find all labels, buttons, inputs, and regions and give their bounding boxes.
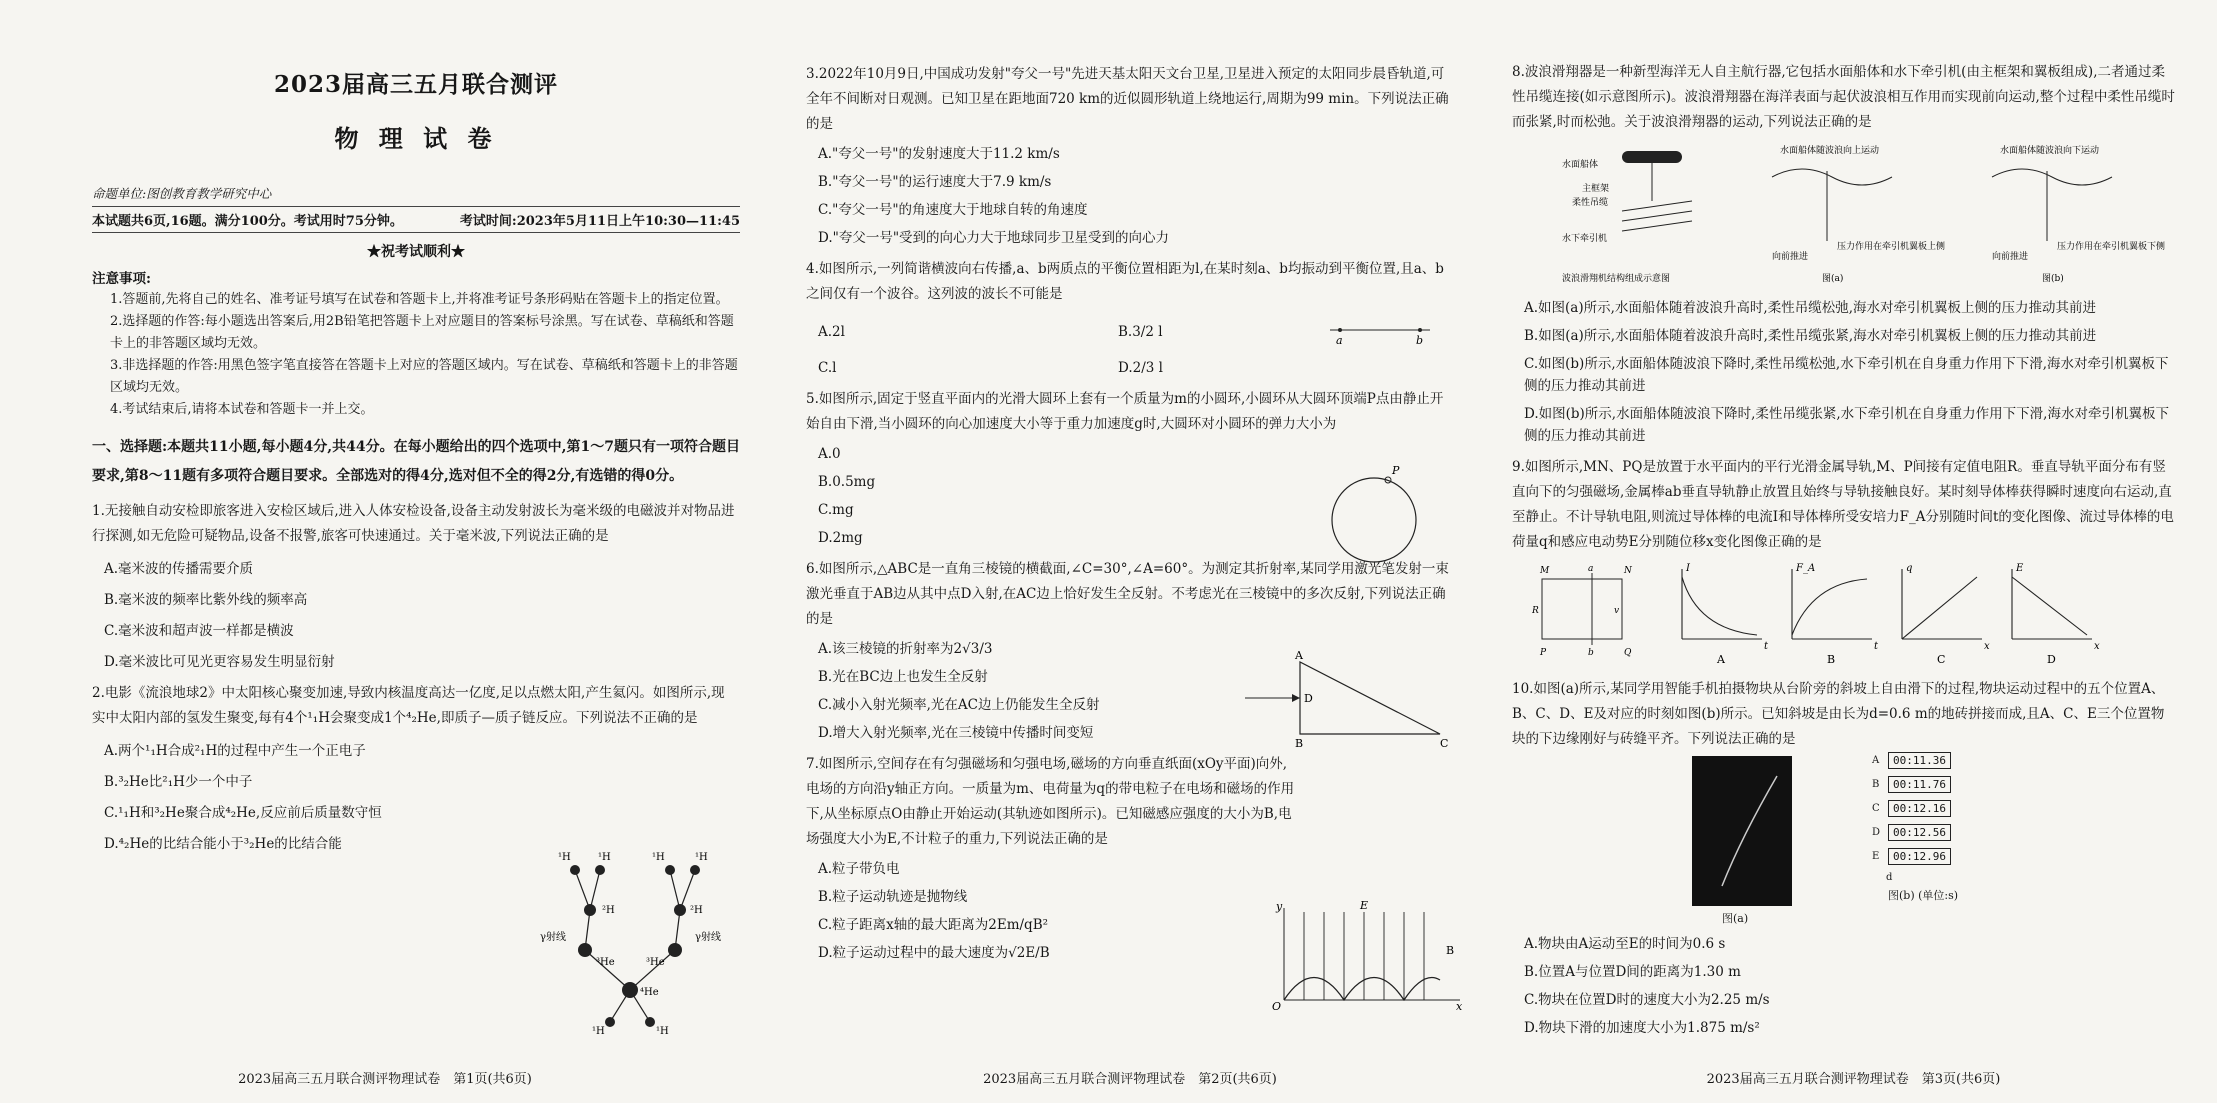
axis-label: t xyxy=(1764,641,1769,652)
fig-label: ³He xyxy=(596,957,615,968)
q4-option-a: A.2l xyxy=(818,324,845,340)
circuit-label: R xyxy=(1532,606,1539,616)
wave-ab-figure xyxy=(1320,322,1440,346)
q3-option-a: A."夸父一号"的发射速度大于11.2 km/s xyxy=(818,146,1060,162)
fig-label: 水面船体随波浪向下运动 xyxy=(2000,146,2100,156)
exam-info xyxy=(92,206,740,233)
q10-option-c: C.物块在位置D时的速度大小为2.25 m/s xyxy=(1524,992,1770,1008)
origin-label: O xyxy=(1272,1000,1282,1012)
unit-label: (单位:s) xyxy=(1918,889,1959,902)
axis-label: E xyxy=(2016,563,2024,574)
q6-option-d: D.增大入射光频率,光在三棱镜中传播时间变短 xyxy=(818,725,1094,741)
note-item: 3.非选择题的作答:用黑色签字笔直接答在答题卡上对应的答题区域内。写在试卷、草稿纸和答题卡上的非答题区域均无效。 xyxy=(110,358,738,395)
fig-label: ³He xyxy=(646,957,665,968)
fig-label: ¹H xyxy=(592,1026,605,1035)
vertex-label: A xyxy=(1295,650,1303,662)
fig-label: γ射线 xyxy=(695,932,721,943)
q6-option-b: B.光在BC边上也发生全反射 xyxy=(818,669,988,685)
q7-option-b: B.粒子运动轨迹是抛物线 xyxy=(818,889,968,905)
q2-option-d: D.⁴₂He的比结合能小于³₂He的比结合能 xyxy=(104,836,342,852)
exam-info-left: 本试题共6页,16题。满分100分。考试用时75分钟。 xyxy=(92,214,403,229)
question-5-stem: 5.如图所示,固定于竖直平面内的光滑大圆环上套有一个质量为m的小圆环,小圆环从大圆环顶端P点由静止开始自由下滑,当小圆环的向心加速度大小等于重力加速度g时,大圆环对小圆环的弹力大小为 xyxy=(806,391,1444,432)
prism-figure xyxy=(1240,650,1460,750)
exam-page-2 xyxy=(770,0,1490,1103)
axis-label-x: x xyxy=(1456,1000,1463,1012)
graph-option-label: B xyxy=(1827,653,1836,666)
fig-label: ¹H xyxy=(656,1026,669,1035)
axis-label: t xyxy=(1874,641,1879,652)
vertex-label: C xyxy=(1440,737,1449,750)
fig-label: ¹H xyxy=(598,852,611,863)
q8-option-a: A.如图(a)所示,水面船体随着波浪升高时,柔性吊缆松弛,海水对牵引机翼板上侧的压力推动其前进 xyxy=(1524,300,2096,316)
question-7-stem: 7.如图所示,空间存在有匀强磁场和匀强电场,磁场的方向垂直纸面(xOy平面)向外,电场的方向沿y轴正方向。一质量为m、电荷量为q的带电粒子在电场和磁场的作用下,从坐标原点O由静止开始运动(其轨迹如图所示)。已知磁感应强度的大小为B,电场强度大小为E,不计粒子的重力,下列说法正确的是 xyxy=(806,756,1295,847)
q1-option-b: B.毫米波的频率比紫外线的频率高 xyxy=(104,592,308,608)
graph-option-label: C xyxy=(1937,653,1946,666)
axis-label: q xyxy=(1906,563,1913,574)
question-8-stem: 8.波浪滑翔器是一种新型海洋无人自主航行器,它包括水面船体和水下牵引机(由主框架和翼板组成),二者通过柔性吊缆连接(如示意图所示)。波浪滑翔器在海洋表面与起伏波浪相互作用而实现前向运动,整个过程中柔性吊缆时而张紧,时而松弛。关于波浪滑翔器的运动,下列说法正确的是 xyxy=(1512,64,2175,130)
q9-figures xyxy=(1532,559,2172,669)
fig-label: 水面船体随波浪向上运动 xyxy=(1780,146,1880,156)
blessing: ★祝考试顺利★ xyxy=(367,244,465,260)
section-heading: 一、选择题:本题共11小题,每小题4分,共44分。在每小题给出的四个选项中,第1～7题只有一项符合题目要求,第8～11题有多项符合题目要求。全部选对的得4分,选对但不全的得2分,有选错的得0分。 xyxy=(92,439,740,484)
fig-caption: 图(a) xyxy=(1822,274,1844,284)
q10-option-d: D.物块下滑的加速度大小为1.875 m/s² xyxy=(1524,1020,1760,1036)
fig-label: ¹H xyxy=(558,852,571,863)
fig-caption: 波浪滑翔机结构组成示意图 xyxy=(1562,274,1671,284)
exam-page-1 xyxy=(0,0,770,1103)
page-footer: 2023届高三五月联合测评物理试卷 第1页(共6页) xyxy=(238,1072,532,1087)
q1-option-d: D.毫米波比可见光更容易发生明显衍射 xyxy=(104,654,335,670)
vertex-label: D xyxy=(1304,692,1313,705)
q5-option-a: A.0 xyxy=(818,446,841,462)
q3-option-b: B."夸父一号"的运行速度大于7.9 km/s xyxy=(818,174,1052,190)
fig-label: 向前推进 xyxy=(1992,252,2029,262)
question-6-stem: 6.如图所示,△ABC是一直角三棱镜的横截面,∠C=30°,∠A=60°。为测定其折射率,某同学用激光笔发射一束激光垂直于AB边从其中点D入射,在AC边上恰好发生全反射。不考虑光在三棱镜中的多次反射,下列说法正确的是 xyxy=(806,561,1449,627)
q7-option-a: A.粒子带负电 xyxy=(818,861,900,877)
em-field-figure xyxy=(1270,900,1470,1012)
q2-option-a: A.两个¹₁H合成²₁H的过程中产生一个正电子 xyxy=(104,743,366,759)
fig-label: γ射线 xyxy=(540,932,566,943)
exam-title: 2023届高三五月联合测评 xyxy=(273,71,558,98)
q10-figures xyxy=(1512,752,2177,927)
graph-option-label: A xyxy=(1717,653,1725,666)
fig-caption: 图(b) xyxy=(2042,274,2064,284)
q3-option-d: D."夸父一号"受到的向心力大于地球同步卫星受到的向心力 xyxy=(818,230,1170,246)
point-label-a: a xyxy=(1336,334,1343,346)
q8-option-d: D.如图(b)所示,水面船体随波浪下降时,柔性吊缆张紧,水下牵引机在自身重力作用下下滑,海水对牵引机翼板下侧的压力推动其前进 xyxy=(1524,406,2169,444)
q5-option-c: C.mg xyxy=(818,502,854,518)
q10-option-a: A.物块由A运动至E的时间为0.6 s xyxy=(1524,936,1726,952)
axis-label: x xyxy=(2094,641,2100,652)
q7-option-d: D.粒子运动过程中的最大速度为√2E/B xyxy=(818,945,1050,961)
circuit-label: b xyxy=(1588,648,1594,658)
circuit-label: N xyxy=(1624,566,1632,576)
fig-label: ⁴He xyxy=(640,987,659,998)
photo-figure-a xyxy=(1692,756,1792,906)
page-footer: 2023届高三五月联合测评物理试卷 第3页(共6页) xyxy=(1706,1072,2001,1087)
field-label-b: B xyxy=(1446,944,1455,957)
page-footer: 2023届高三五月联合测评物理试卷 第2页(共6页) xyxy=(983,1072,1277,1087)
circuit-label: M xyxy=(1540,566,1550,576)
fig-a-caption: 图(a) xyxy=(1722,912,1749,925)
fig-label: 向前推进 xyxy=(1772,252,1809,262)
note-item: 4.考试结束后,请将本试卷和答题卡一并上交。 xyxy=(110,402,374,417)
fig-label: ¹H xyxy=(695,852,708,863)
fig-label: 水下牵引机 xyxy=(1562,234,1608,244)
circuit-label: v xyxy=(1614,606,1620,616)
notes-title: 注意事项: xyxy=(92,271,151,287)
fig-label: ¹H xyxy=(652,852,665,863)
field-label-e: E xyxy=(1360,900,1369,912)
fig-label: ²H xyxy=(690,905,703,916)
exam-subject: 物 理 试 卷 xyxy=(334,124,498,153)
vertex-label: B xyxy=(1295,737,1304,750)
question-10-stem: 10.如图(a)所示,某同学用智能手机拍摄物块从台阶旁的斜坡上自由滑下的过程,物块运动过程中的五个位置A、B、C、D、E及对应的时刻如图(b)所示。已知斜坡是由长为d=0.6 m的地砖拼接而成,且A、C、E三个位置物块的下边缘刚好与砖缝平齐。下列说法正确的是 xyxy=(1512,681,2165,747)
question-1-stem: 1.无接触自动安检即旅客进入安检区域后,进入人体安检设备,设备主动发射波长为毫米级的电磁波并对物品进行探测,如无危险可疑物品,设备不报警,旅客可快速通过。关于毫米波,下列说法正确的是 xyxy=(92,503,735,544)
circuit-label: a xyxy=(1588,564,1594,574)
q5-option-b: B.0.5mg xyxy=(818,474,876,490)
fig-label: 水面船体 xyxy=(1562,160,1599,170)
q7-option-c: C.粒子距离x轴的最大距离为2Em/qB² xyxy=(818,917,1049,933)
question-2-stem: 2.电影《流浪地球2》中太阳核心聚变加速,导致内核温度高达一亿度,足以点燃太阳,产生氦闪。如图所示,现实中太阳内部的氢发生聚变,每有4个¹₁H会聚变成1个⁴₂He,即质子—质子链反应。下列说法不正确的是 xyxy=(92,685,725,726)
exam-source: 命题单位:图创教育教学研究中心 xyxy=(92,186,272,201)
q3-option-c: C."夸父一号"的角速度大于地球自转的角速度 xyxy=(818,202,1088,218)
axis-label-y: y xyxy=(1276,900,1283,913)
fig-label: 柔性吊缆 xyxy=(1572,198,1609,208)
exam-info-right: 考试时间:2023年5月11日上午10:30—11:45 xyxy=(459,214,740,229)
question-3-stem: 3.2022年10月9日,中国成功发射"夸父一号"先进天基太阳天文台卫星,卫星进入预定的太阳同步晨昏轨道,可全年不间断对日观测。已知卫星在距地面720 km的近似圆形轨道上绕地运行,周期为99 min。下列说法正确的是 xyxy=(806,66,1449,132)
axis-label: I xyxy=(1686,563,1690,574)
axis-label: x xyxy=(1984,641,1990,652)
fig-label: 主框架 xyxy=(1582,184,1610,194)
fig-label: ²H xyxy=(602,905,615,916)
question-4-stem: 4.如图所示,一列简谐横波向右传播,a、b两质点的平衡位置相距为l,在某时刻a、b均振动到平衡位置,且a、b之间仅有一个波谷。这列波的波长不可能是 xyxy=(806,261,1444,302)
exam-page-3 xyxy=(1490,0,2217,1103)
q5-option-d: D.2mg xyxy=(818,530,863,546)
proton-chain-figure xyxy=(540,850,740,1035)
q1-option-a: A.毫米波的传播需要介质 xyxy=(104,561,254,577)
fig-label: 压力作用在牵引机翼板下侧 xyxy=(2057,242,2166,252)
question-9-stem: 9.如图所示,MN、PQ是放置于水平面内的平行光滑金属导轨,M、P间接有定值电阻R。垂直导轨平面分布有竖直向下的匀强磁场,金属棒ab垂直导轨静止放置且始终与导轨接触良好。某时刻导体棒获得瞬时速度向右运动,直至静止。不计导轨电阻,则流过导体棒的电流I和导体棒所受安培力F_A分别随时间t的变化图像、流过导体棒的电荷量q和感应电动势E分别随位移x变化图像正确的是 xyxy=(1512,459,2174,550)
axis-label: F_A xyxy=(1796,563,1816,574)
ring-figure xyxy=(1328,462,1428,572)
q4-option-c: C.l xyxy=(818,360,837,376)
fig-b-caption: 图(b) xyxy=(1888,889,1915,902)
d-label: d xyxy=(1886,872,1893,883)
q2-option-c: C.¹₁H和³₂He聚合成⁴₂He,反应前后质量数守恒 xyxy=(104,805,382,821)
point-label-p: P xyxy=(1392,464,1400,477)
q6-option-c: C.减小入射光频率,光在AC边上仍能发生全反射 xyxy=(818,697,1100,713)
circuit-label: Q xyxy=(1624,648,1632,658)
point-label-b: b xyxy=(1416,334,1424,346)
note-item: 2.选择题的作答:每小题选出答案后,用2B铅笔把答题卡上对应题目的答案标号涂黑。写在试卷、草稿纸和答题卡上的非答题区域均无效。 xyxy=(110,314,734,351)
q4-option-d: D.2/3 l xyxy=(1118,360,1163,376)
q10-option-b: B.位置A与位置D间的距离为1.30 m xyxy=(1524,964,1741,980)
wave-glider-figure xyxy=(1552,141,2192,291)
fig-label: 压力作用在牵引机翼板上侧 xyxy=(1837,242,1946,252)
circuit-label: P xyxy=(1540,648,1547,658)
q6-option-a: A.该三棱镜的折射率为2√3/3 xyxy=(818,641,993,657)
q1-option-c: C.毫米波和超声波一样都是横波 xyxy=(104,623,294,639)
graph-option-label: D xyxy=(2047,653,2056,666)
q4-option-b: B.3/2 l xyxy=(1118,324,1163,340)
timestamp-figure-b: A 00:11.36 B 00:11.76 C 00:12.16 D 00:12.56 E 00:12.96 d 图(b) (单位:s) xyxy=(1872,754,1959,902)
q2-option-b: B.³₂He比²₁H少一个中子 xyxy=(104,774,253,790)
note-item: 1.答题前,先将自己的姓名、准考证号填写在试卷和答题卡上,并将准考证号条形码贴在答题卡上的指定位置。 xyxy=(110,292,729,307)
q8-option-c: C.如图(b)所示,水面船体随波浪下降时,柔性吊缆松弛,水下牵引机在自身重力作用下下滑,海水对牵引机翼板下侧的压力推动其前进 xyxy=(1524,356,2169,394)
q8-option-b: B.如图(a)所示,水面船体随着波浪升高时,柔性吊缆张紧,海水对牵引机翼板上侧的压力推动其前进 xyxy=(1524,328,2097,344)
